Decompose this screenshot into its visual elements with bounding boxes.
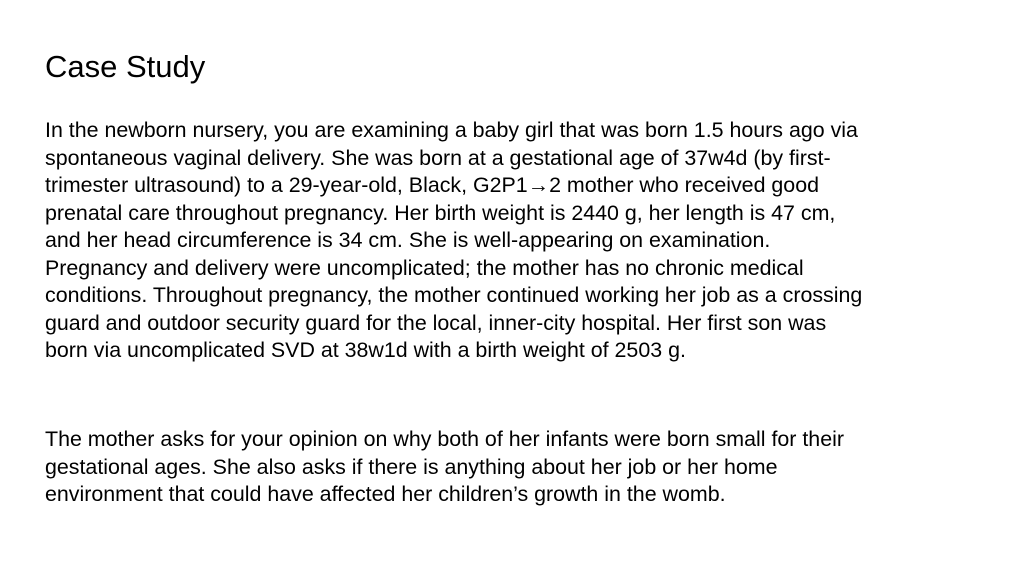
case-description-paragraph	[45, 117, 862, 365]
paragraph-line: The mother asks for your opinion on why both of her infants were born small for their	[45, 427, 844, 451]
paragraph-line: gestational ages. She also asks if there is anything about her job or her home	[45, 454, 778, 479]
paragraph-line: born via uncomplicated SVD at 38w1d with a birth weight of 2503 g.	[45, 338, 686, 362]
paragraph-line: and her head circumference is 34 cm. She is well-appearing on examination.	[45, 228, 771, 252]
paragraph-line: In the newborn nursery, you are examining a baby girl that was born 1.5 hours ago via	[45, 118, 858, 142]
mother-question-paragraph	[45, 426, 844, 509]
slide-title: Case Study	[45, 49, 206, 84]
paragraph-line: trimester ultrasound) to a 29-year-old, Black, G2P1→2 mother who received good	[45, 173, 820, 197]
paragraph-line: spontaneous vaginal delivery. She was born at a gestational age of 37w4d (by first-	[45, 145, 831, 170]
paragraph-line: guard and outdoor security guard for the local, inner-city hospital. Her first son was	[45, 310, 827, 335]
paragraph-line: conditions. Throughout pregnancy, the mother continued working her job as a crossing	[45, 283, 863, 307]
paragraph-line: Pregnancy and delivery were uncomplicated; the mother has no chronic medical	[45, 255, 804, 280]
paragraph-line: environment that could have affected her children’s growth in the womb.	[45, 482, 726, 506]
paragraph-line: prenatal care throughout pregnancy. Her birth weight is 2440 g, her length is 47 cm,	[45, 200, 836, 225]
